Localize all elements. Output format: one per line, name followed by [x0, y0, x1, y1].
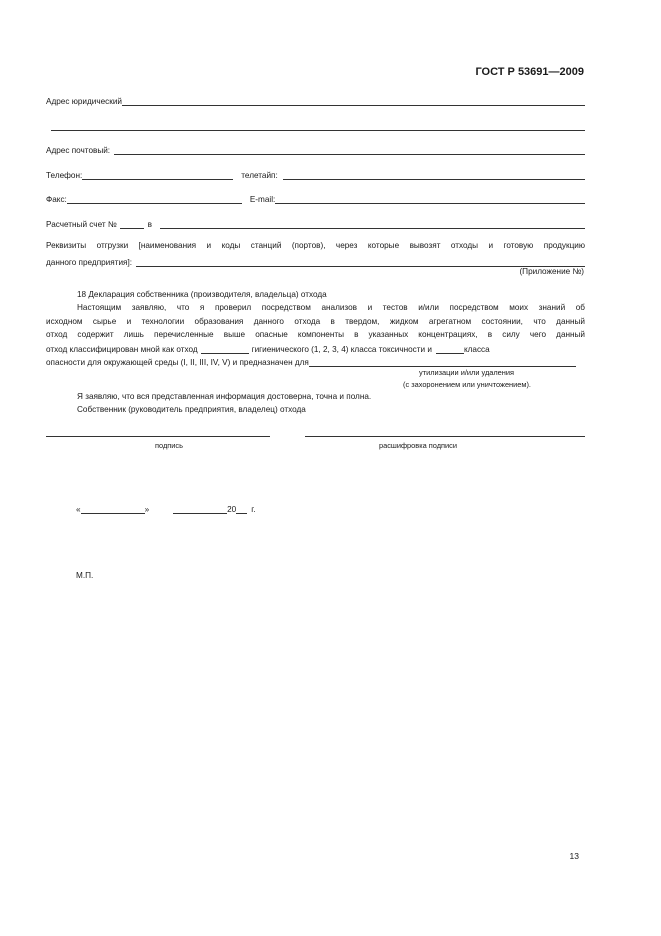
phone-label: Телефон: [46, 171, 83, 180]
purpose-line[interactable] [309, 359, 576, 367]
legal-address-row-2 [51, 120, 585, 131]
bank-line[interactable] [160, 221, 585, 229]
legal-address-row [46, 95, 585, 106]
declaration-line-3: отход содержит лишь перечисленные выше опасные компоненты в указанных концентрациях, в силу чего данный [46, 330, 585, 339]
fax-row [46, 193, 585, 204]
shipping-label-2: данного предприятия]: [46, 258, 133, 267]
legal-address-label: Адрес юридический [46, 97, 122, 106]
declaration-line-1: Настоящим заявляю, что я проверил посредством анализов и тестов и/или посредством моих знаний об [77, 303, 585, 312]
account-in-label: в [147, 220, 153, 229]
account-row [46, 218, 585, 229]
email-label: E-mail: [249, 195, 276, 204]
hazard-class-line[interactable] [436, 346, 464, 354]
declaration-line-4a: отход классифицирован мной как отход [46, 345, 198, 354]
postal-address-row [46, 144, 585, 155]
postal-address-label: Адрес почтовый: [46, 146, 111, 155]
declaration-line-4b: гигиенического (1, 2, 3, 4) класса токсичности и [251, 345, 432, 354]
purpose-note-2: (с захоронением или уничтожением). [403, 380, 531, 389]
declaration-owner: Собственник (руководитель предприятия, владелец) отхода [77, 405, 306, 414]
shipping-line-1: Реквизиты отгрузки [наименования и коды станций (портов), через которые вывозят отходы и готовую продукцию [46, 241, 585, 250]
phone-line[interactable] [82, 172, 233, 180]
fax-line[interactable] [67, 196, 242, 204]
date-row [76, 505, 256, 514]
date-day-line[interactable] [81, 506, 145, 514]
waste-class-line[interactable] [201, 346, 249, 354]
teletype-label: телетайп: [241, 171, 278, 180]
phone-row [46, 169, 585, 180]
signature-decode-label: расшифровка подписи [379, 441, 457, 450]
document-code: ГОСТ Р 53691—2009 [475, 66, 584, 78]
postal-address-line[interactable] [114, 147, 585, 155]
fax-label: Факс: [46, 195, 67, 204]
legal-address-line[interactable] [122, 98, 585, 106]
declaration-line-4 [46, 343, 585, 354]
date-open-quote: « [76, 505, 81, 514]
date-year-suffix: г. [251, 505, 256, 514]
date-year-prefix: 20 [227, 505, 237, 514]
date-month-line[interactable] [173, 506, 227, 514]
stamp-label: М.П. [76, 571, 94, 580]
date-year-line[interactable] [236, 506, 247, 514]
legal-address-line-2[interactable] [51, 123, 585, 131]
account-label: Расчетный счет № [46, 220, 117, 229]
email-line[interactable] [275, 196, 585, 204]
declaration-line-2: исходном сырье и технологии образования данного отхода в твердом, жидком агрегатном состоянии, что данный [46, 317, 585, 326]
appendix-note: (Приложение №) [519, 267, 584, 276]
shipping-line[interactable] [136, 259, 585, 267]
declaration-line-5 [46, 356, 576, 367]
purpose-note-1: утилизации и/или удаления [419, 368, 515, 377]
teletype-line[interactable] [283, 172, 585, 180]
signature-decode-line[interactable] [305, 436, 585, 437]
signature-label: подпись [155, 441, 183, 450]
declaration-line-4c: класса [463, 345, 490, 354]
account-number-line[interactable] [120, 221, 144, 229]
page-number: 13 [569, 851, 579, 861]
declaration-statement: Я заявляю, что вся представленная информация достоверна, точна и полна. [77, 392, 372, 401]
declaration-heading: 18 Декларация собственника (производителя, владельца) отхода [77, 290, 327, 299]
declaration-line-5-text: опасности для окружающей среды (I, II, III, IV, V) и предназначен для [46, 358, 309, 367]
signature-line[interactable] [46, 436, 270, 437]
date-close-quote: » [144, 505, 150, 514]
shipping-row-2 [46, 256, 585, 267]
